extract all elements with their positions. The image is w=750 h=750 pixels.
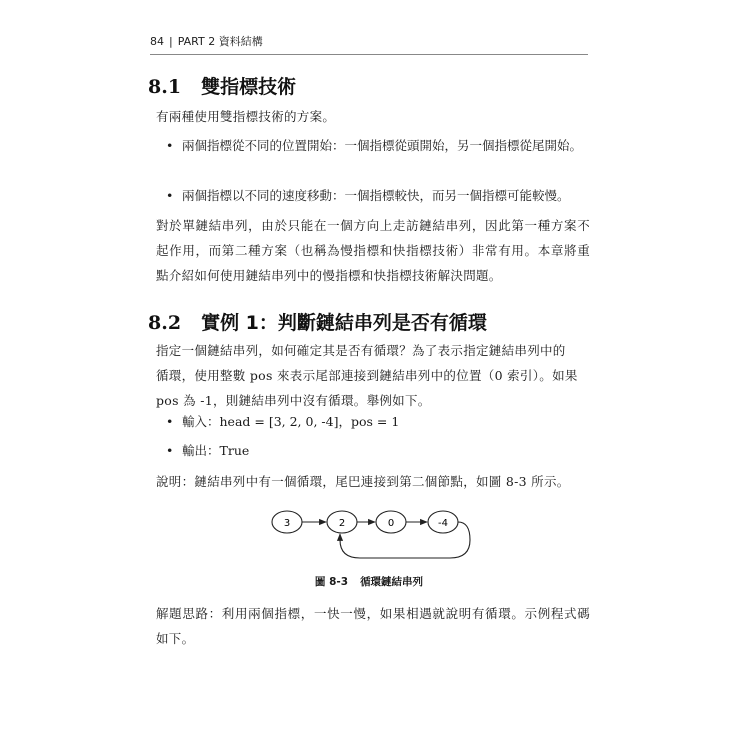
list-node	[272, 511, 302, 533]
bullet-dot-icon: •	[166, 188, 174, 203]
section-8-1-heading	[148, 72, 296, 99]
section-title: 雙指標技術	[201, 76, 297, 98]
section-8-1-intro: 有兩種使用雙指標技術的方案。	[156, 109, 336, 124]
part-label: PART 2	[177, 35, 216, 48]
solution-text: 解題思路：利用兩個指標，一快一慢，如果相遇就說明有循環。示例程式碼如下。	[156, 606, 590, 646]
list-node	[376, 511, 406, 533]
list-item	[166, 438, 590, 463]
bullet-dot-icon: •	[166, 138, 174, 153]
explanation-text: 說明：鏈結串列中有一個循環，尾巴連接到第二個節點，如圖 8-3 所示。	[156, 474, 570, 489]
list-item-text: 兩個指標從不同的位置開始：一個指標從頭開始，另一個指標從尾開始。	[182, 138, 583, 153]
paragraph-line: 指定一個鏈結串列，如何確定其是否有循環？為了表示指定鏈結串列中的	[156, 343, 566, 358]
section-number: 8.1	[148, 76, 182, 98]
list-node	[327, 511, 357, 533]
node-label: -4	[438, 518, 448, 529]
section-8-2-paragraph	[156, 338, 590, 413]
section-8-1-paragraph: 對於單鏈結串列，由於只能在一個方向上走訪鏈結串列，因此第一種方案不起作用，而第二種方案（也稱為慢指標和快指標技術）非常有用。本章將重點介紹如何使用鏈結串列中的慢指標和快指標技術解決問題。	[156, 218, 590, 283]
part-title: 資料結構	[218, 35, 263, 48]
figure-title: 循環鏈結串列	[360, 576, 424, 588]
list-item	[166, 409, 590, 434]
node-label: 3	[283, 518, 291, 529]
list-item-text: 輸出：True	[182, 443, 250, 458]
list-item	[166, 133, 590, 158]
bullet-dot-icon: •	[166, 443, 174, 458]
node-label: 2	[338, 518, 346, 529]
paragraph-line: pos 為 -1，則鏈結串列中沒有循環。舉例如下。	[156, 393, 431, 408]
list-item-text: 兩個指標以不同的速度移動：一個指標較快，而另一個指標可能較慢。	[182, 188, 570, 203]
list-node	[428, 511, 458, 533]
page-number: 84	[150, 35, 164, 48]
page-header	[150, 33, 588, 55]
section-number: 8.2	[148, 312, 182, 334]
header-separator: |	[169, 35, 173, 48]
list-item-text: 輸入：head = [3, 2, 0, -4]，pos = 1	[182, 414, 400, 429]
paragraph-line: 循環，使用整數 pos 來表示尾部連接到鏈結串列中的位置（0 索引）。如果	[156, 368, 578, 383]
section-title: 實例 1：判斷鏈結串列是否有循環	[201, 312, 487, 334]
figure-number: 圖 8-3	[314, 576, 349, 588]
figure-caption	[150, 574, 588, 589]
list-item	[166, 183, 590, 208]
linked-list-diagram	[260, 500, 480, 575]
node-label: 0	[387, 518, 395, 529]
section-8-2-heading	[148, 308, 487, 335]
bullet-dot-icon: •	[166, 414, 174, 429]
